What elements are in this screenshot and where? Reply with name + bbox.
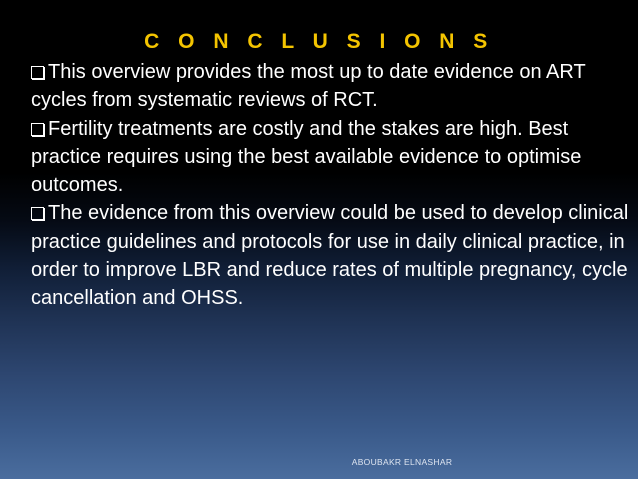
hollow-square-bullet-icon [31, 207, 44, 220]
footer-author: ABOUBAKR ELNASHAR [351, 457, 453, 467]
conclusion-point-3 [31, 199, 631, 312]
conclusion-point-2 [31, 115, 631, 200]
conclusion-point-1 [31, 58, 631, 115]
conclusion-text-3: The evidence from this overview could be used to develop clinical practice guidelines and protocols for use in daily clinical practice, in order to improve LBR and reduce rates of multiple pregnancy, cycle cancellation and OHSS. [31, 202, 629, 310]
conclusion-text-2: Fertility treatments are costly and the stakes are high. Best practice requires using the best available evidence to optimise outcomes. [31, 117, 582, 197]
hollow-square-bullet-icon [31, 123, 44, 136]
conclusions-list [31, 58, 631, 313]
slide-title: C O N C L U S I O N S [144, 30, 494, 53]
conclusion-text-1: This overview provides the most up to date evidence on ART cycles from systematic reviews of RCT. [31, 61, 586, 112]
hollow-square-bullet-icon [31, 66, 44, 79]
